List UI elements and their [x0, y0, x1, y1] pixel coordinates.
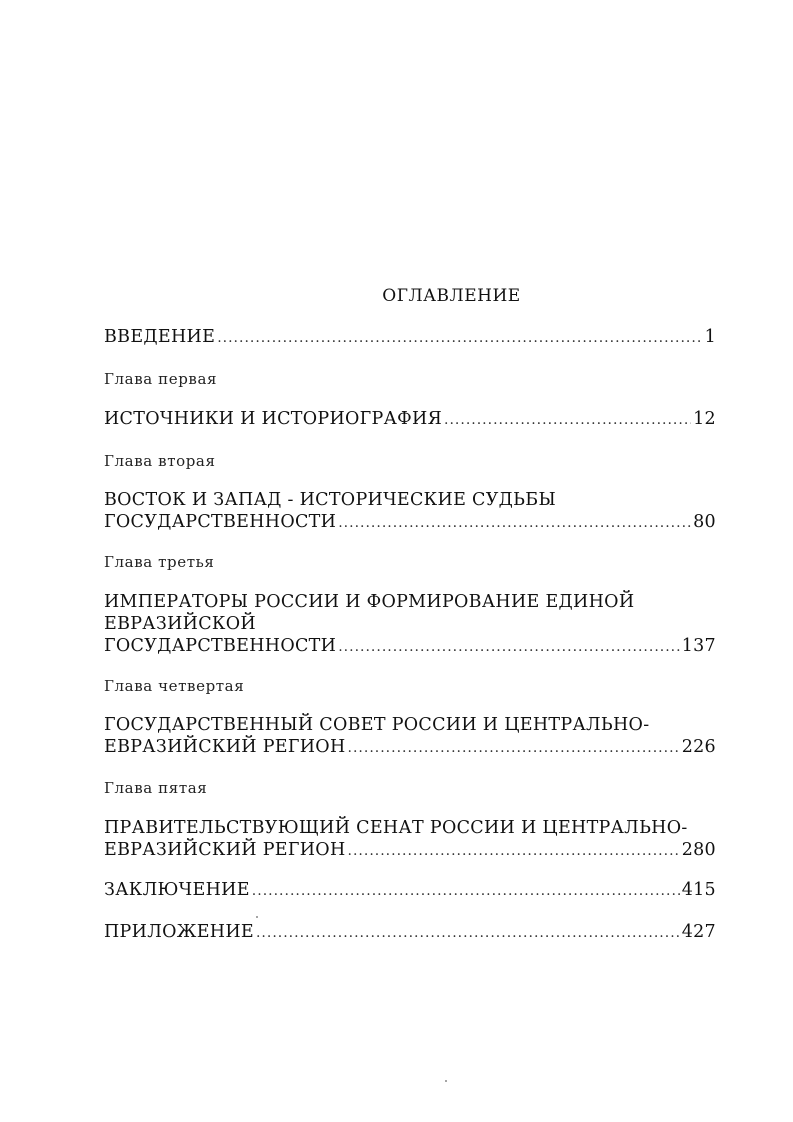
- toc-entry-introduction: [104, 326, 716, 349]
- entry-title-line-2: ЕВРАЗИЙСКОЙ: [104, 614, 256, 634]
- chapter-label-4: Глава четвертая: [104, 677, 245, 695]
- toc-entry-chapter-4: [104, 714, 716, 759]
- dot-leader: [338, 512, 691, 534]
- dot-leader: [444, 409, 691, 431]
- entry-page-number: 226: [681, 737, 716, 757]
- dot-leader: [217, 327, 702, 349]
- chapter-label-1: Глава первая: [104, 370, 218, 388]
- entry-page-number: 137: [681, 636, 716, 656]
- toc-entry-chapter-1: [104, 408, 716, 431]
- toc-entry-chapter-3: [104, 591, 716, 658]
- scan-speck: [256, 916, 258, 918]
- chapter-label-3: Глава третья: [104, 553, 215, 571]
- dot-leader: [348, 840, 680, 862]
- scan-speck: [445, 1080, 447, 1082]
- entry-page-number: 80: [693, 512, 716, 532]
- dot-leader: [348, 737, 680, 759]
- toc-entry-chapter-5: [104, 817, 716, 862]
- entry-title: ЗАКЛЮЧЕНИЕ: [104, 880, 250, 900]
- chapter-label-2: Глава вторая: [104, 452, 216, 470]
- entry-title-line-1: ПРАВИТЕЛЬСТВУЮЩИЙ СЕНАТ РОССИИ И ЦЕНТРАЛЬНО-: [104, 818, 688, 838]
- entry-page-number: 280: [681, 840, 716, 860]
- entry-title-line-2: ГОСУДАРСТВЕННОСТИ: [104, 512, 337, 532]
- entry-page-number: 415: [681, 880, 716, 900]
- dot-leader: [252, 880, 680, 902]
- entry-page-number: 427: [681, 922, 716, 942]
- entry-title: ИСТОЧНИКИ И ИСТОРИОГРАФИЯ: [104, 409, 443, 429]
- entry-title-line-3: ГОСУДАРСТВЕННОСТИ: [104, 636, 337, 656]
- entry-title-line-1: ГОСУДАРСТВЕННЫЙ СОВЕТ РОССИИ И ЦЕНТРАЛЬНО-: [104, 715, 650, 735]
- chapter-label-5: Глава пятая: [104, 779, 208, 797]
- entry-title-line-2: ЕВРАЗИЙСКИЙ РЕГИОН: [104, 737, 346, 757]
- entry-page-number: 1: [704, 327, 716, 347]
- entry-title: ПРИЛОЖЕНИЕ: [104, 922, 254, 942]
- toc-entry-conclusion: [104, 879, 716, 902]
- entry-title-line-1: ИМПЕРАТОРЫ РОССИИ И ФОРМИРОВАНИЕ ЕДИНОЙ: [104, 592, 635, 612]
- toc-entry-appendix: [104, 921, 716, 944]
- entry-title-line-2: ЕВРАЗИЙСКИЙ РЕГИОН: [104, 840, 346, 860]
- dot-leader: [338, 636, 679, 658]
- entry-title: ВВЕДЕНИЕ: [104, 327, 216, 347]
- entry-title-line-1: ВОСТОК И ЗАПАД - ИСТОРИЧЕСКИЕ СУДЬБЫ: [104, 490, 556, 510]
- toc-entry-chapter-2: [104, 489, 716, 534]
- entry-page-number: 12: [693, 409, 716, 429]
- toc-heading: ОГЛАВЛЕНИЕ: [382, 286, 521, 306]
- dot-leader: [256, 922, 680, 944]
